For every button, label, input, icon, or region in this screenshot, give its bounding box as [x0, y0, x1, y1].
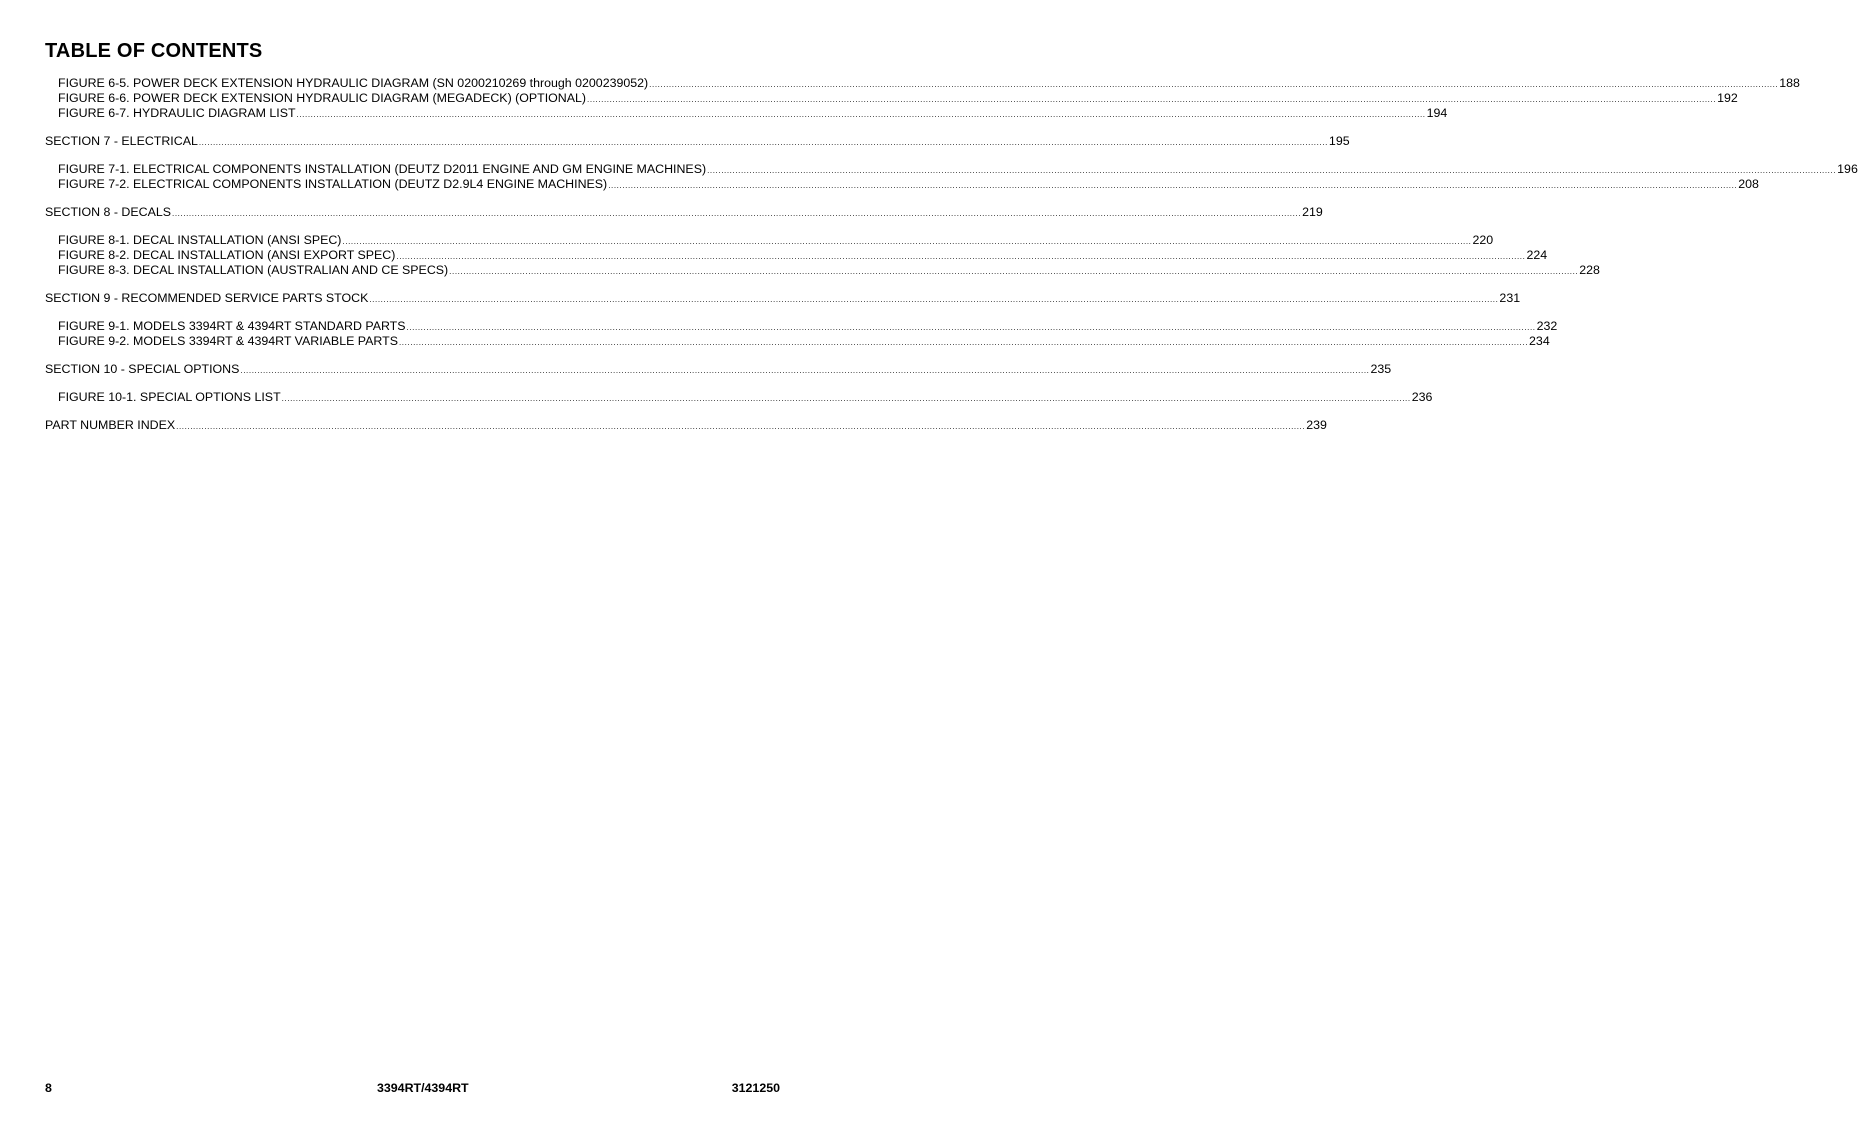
toc-figure-entry[interactable]	[45, 177, 1759, 192]
group-spacer	[45, 192, 789, 205]
dot-leader: ................................................................................................................................................................................................................................................................................................................................................................................................................	[587, 95, 1717, 104]
toc-section-entry[interactable]	[45, 205, 1323, 220]
toc-figure-entry[interactable]	[45, 91, 1738, 106]
dot-leader: ................................................................................................................................................................................................................................................................................................................................................................................................................	[296, 110, 1426, 119]
dot-leader: ................................................................................................................................................................................................................................................................................................................................................................................................................	[198, 138, 1328, 147]
toc-entry-page: 232	[1536, 319, 1558, 333]
footer-doc-number: 3121250	[731, 1081, 780, 1095]
toc-entry-page: 196	[1837, 162, 1858, 176]
dot-leader: ................................................................................................................................................................................................................................................................................................................................................................................................................	[369, 295, 1499, 304]
dot-leader: ................................................................................................................................................................................................................................................................................................................................................................................................................	[342, 237, 1472, 246]
toc-entry-label: FIGURE 6-6. POWER DECK EXTENSION HYDRAULIC DIAGRAM (MEGADECK) (OPTIONAL)	[58, 91, 587, 105]
dot-leader: ................................................................................................................................................................................................................................................................................................................................................................................................................	[176, 422, 1306, 431]
group-spacer	[45, 349, 789, 362]
footer-page-number: 8	[45, 1081, 52, 1095]
toc-entry-page: 224	[1526, 248, 1548, 262]
toc-entry-label: FIGURE 8-3. DECAL INSTALLATION (AUSTRALIAN AND CE SPECS)	[58, 263, 449, 277]
toc-entry-page: 208	[1738, 177, 1759, 191]
toc-entry-page: 239	[1306, 418, 1327, 432]
toc-entry-label: SECTION 9 - RECOMMENDED SERVICE PARTS STOCK	[45, 291, 369, 305]
footer-model: 3394RT/4394RT	[377, 1081, 469, 1095]
toc-entry-page: 195	[1328, 134, 1350, 148]
group-spacer	[45, 405, 789, 418]
dot-leader: ................................................................................................................................................................................................................................................................................................................................................................................................................	[398, 338, 1529, 347]
toc-figure-entry[interactable]	[45, 334, 1550, 349]
toc-entry-page: 228	[1579, 263, 1600, 277]
toc-entry-label: FIGURE 6-7. HYDRAULIC DIAGRAM LIST	[58, 106, 296, 120]
group-spacer	[45, 306, 789, 319]
toc-section-entry[interactable]	[45, 418, 1327, 433]
toc-figure-entry[interactable]	[45, 162, 1858, 177]
toc-entry-label: FIGURE 10-1. SPECIAL OPTIONS LIST	[58, 390, 281, 404]
dot-leader: ................................................................................................................................................................................................................................................................................................................................................................................................................	[281, 394, 1411, 403]
toc-entry-label: FIGURE 8-1. DECAL INSTALLATION (ANSI SPEC)	[58, 233, 342, 247]
dot-leader: ................................................................................................................................................................................................................................................................................................................................................................................................................	[172, 209, 1302, 218]
toc-entry-page: 235	[1370, 362, 1392, 376]
toc-entry-page: 194	[1426, 106, 1448, 120]
dot-leader: ................................................................................................................................................................................................................................................................................................................................................................................................................	[608, 181, 1738, 190]
dot-leader: ................................................................................................................................................................................................................................................................................................................................................................................................................	[396, 252, 1526, 261]
toc-section-entry[interactable]	[45, 134, 1350, 149]
group-spacer	[45, 121, 789, 134]
group-spacer	[45, 149, 789, 162]
toc-entry-page: 192	[1717, 91, 1738, 105]
dot-leader: ................................................................................................................................................................................................................................................................................................................................................................................................................	[649, 80, 1779, 89]
toc-entry-label: FIGURE 7-1. ELECTRICAL COMPONENTS INSTALLATION (DEUTZ D2011 ENGINE AND GM ENGINE MACHINES)	[58, 162, 707, 176]
toc-figure-entry[interactable]	[45, 76, 1800, 91]
group-spacer	[45, 377, 789, 390]
dot-leader: ................................................................................................................................................................................................................................................................................................................................................................................................................	[406, 323, 1536, 332]
toc-figure-entry[interactable]	[45, 233, 1494, 248]
toc-section-entry[interactable]	[45, 362, 1392, 377]
toc-entry-label: FIGURE 9-1. MODELS 3394RT & 4394RT STANDARD PARTS	[58, 319, 406, 333]
toc-figure-entry[interactable]	[45, 248, 1548, 263]
toc-entry-label: SECTION 8 - DECALS	[45, 205, 171, 219]
dot-leader: ................................................................................................................................................................................................................................................................................................................................................................................................................	[707, 166, 1837, 175]
toc-entry-label: SECTION 10 - SPECIAL OPTIONS	[45, 362, 240, 376]
page-title: TABLE OF CONTENTS	[45, 40, 263, 62]
toc-entry-page: 220	[1472, 233, 1494, 247]
toc-figure-entry[interactable]	[45, 263, 1600, 278]
toc-entry-page: 219	[1302, 205, 1323, 219]
toc-section-entry[interactable]	[45, 291, 1521, 306]
toc-entry-label: FIGURE 8-2. DECAL INSTALLATION (ANSI EXPORT SPEC)	[58, 248, 396, 262]
toc-entry-page: 188	[1779, 76, 1800, 90]
toc-entry-page: 231	[1499, 291, 1521, 305]
dot-leader: ................................................................................................................................................................................................................................................................................................................................................................................................................	[449, 267, 1579, 276]
toc-entry-label: FIGURE 9-2. MODELS 3394RT & 4394RT VARIABLE PARTS	[58, 334, 398, 348]
toc-figure-entry[interactable]	[45, 319, 1558, 334]
toc-entry-page: 236	[1411, 390, 1433, 404]
group-spacer	[45, 278, 789, 291]
toc-entry-label: FIGURE 6-5. POWER DECK EXTENSION HYDRAULIC DIAGRAM (SN 0200210269 through 0200239052)	[58, 76, 649, 90]
group-spacer	[45, 220, 789, 233]
toc-entry-page: 234	[1529, 334, 1550, 348]
toc-entry-label: PART NUMBER INDEX	[45, 418, 176, 432]
dot-leader: ................................................................................................................................................................................................................................................................................................................................................................................................................	[240, 366, 1370, 375]
toc-entry-label: SECTION 7 - ELECTRICAL	[45, 134, 198, 148]
toc-figure-entry[interactable]	[45, 390, 1433, 405]
toc-figure-entry[interactable]	[45, 106, 1448, 121]
table-of-contents	[45, 76, 1858, 433]
toc-entry-label: FIGURE 7-2. ELECTRICAL COMPONENTS INSTALLATION (DEUTZ D2.9L4 ENGINE MACHINES)	[58, 177, 608, 191]
